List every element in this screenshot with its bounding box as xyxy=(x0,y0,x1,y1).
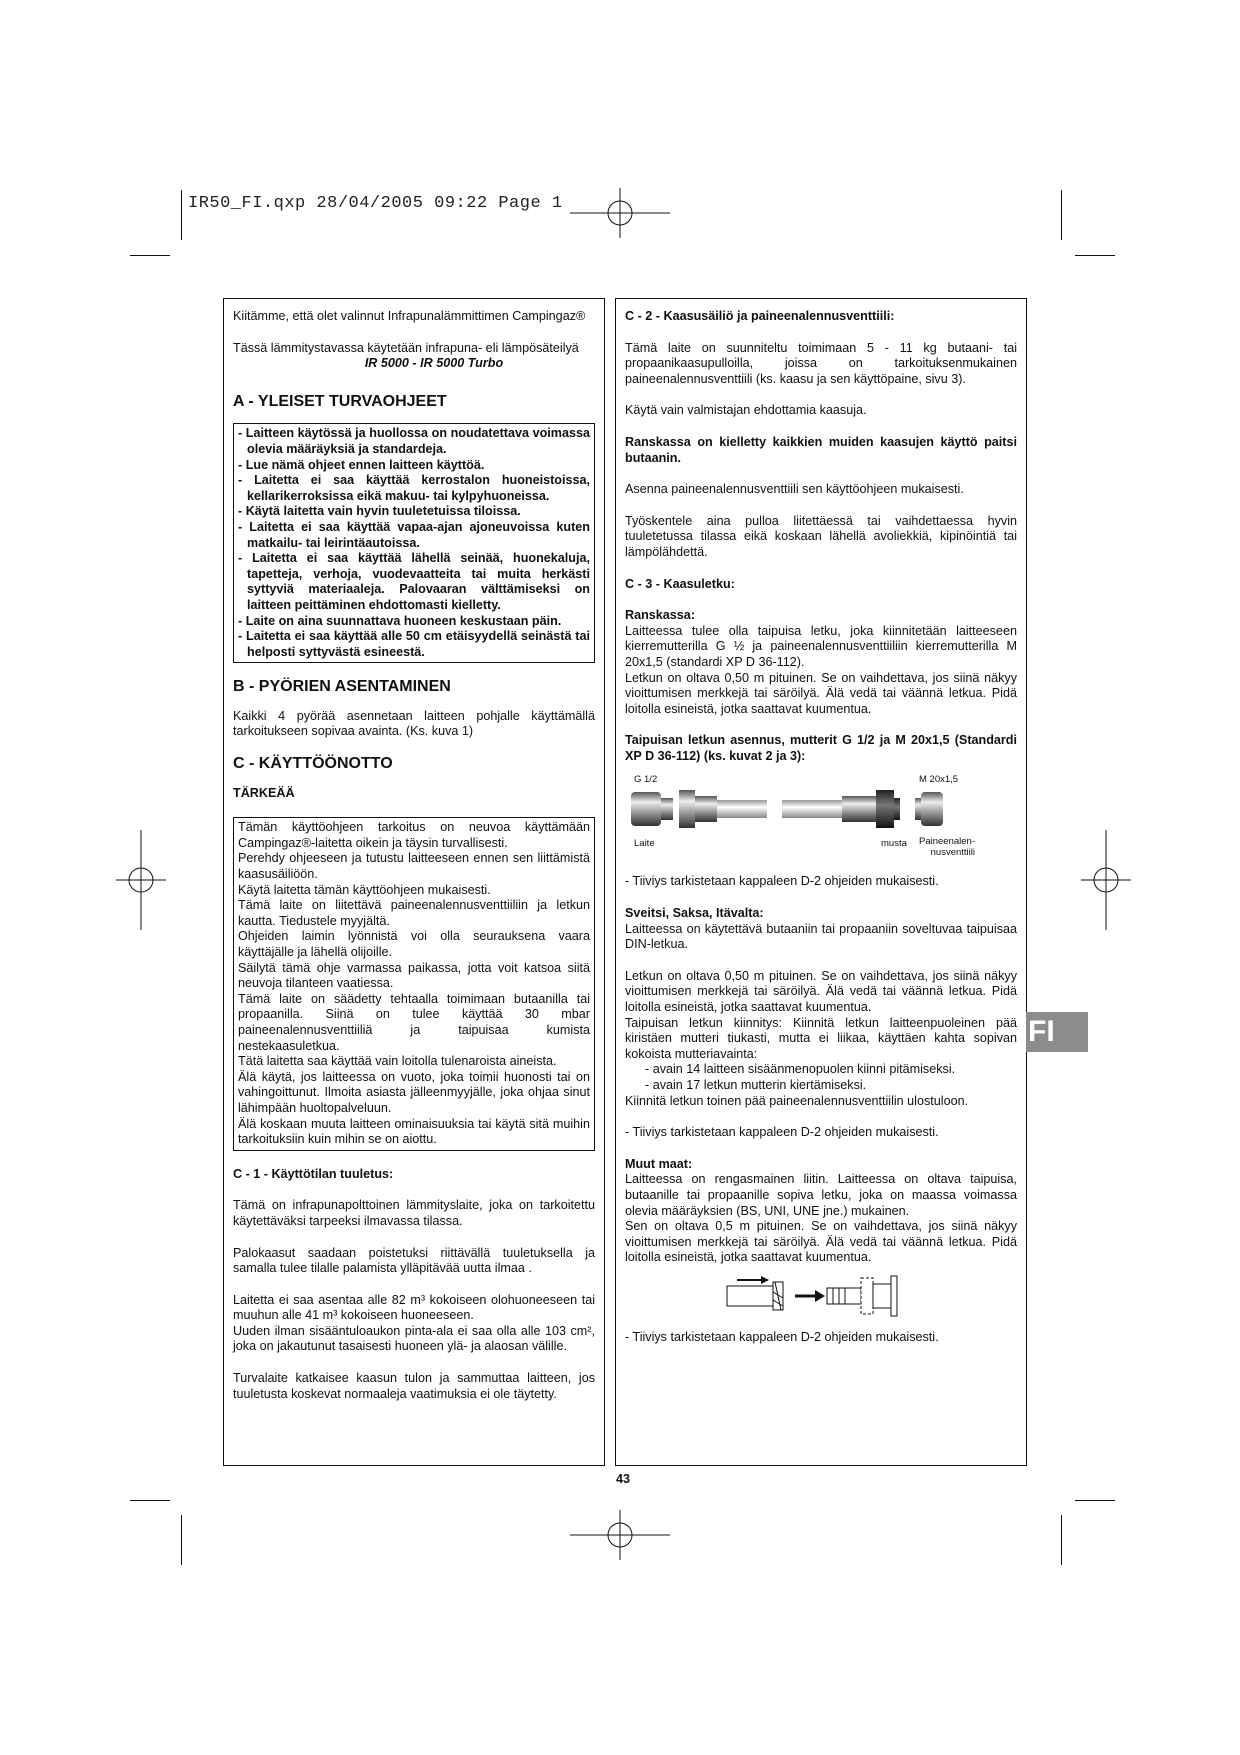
figure-label-laite: Laite xyxy=(634,838,655,850)
check-note: - Tiiviys tarkistetaan kappaleen D-2 ohjeiden mukaisesti. xyxy=(625,1329,939,1344)
box-line: Tämän käyttöohjeen tarkoitus on neuvoa käyttämään Campingaz®-laitetta oikein ja täysin turvallisesti. xyxy=(238,820,590,850)
box-line: Säilytä tämä ohje varmassa paikassa, jotta voit katsoa siitä neuvoja tilanteen vaatiessa. xyxy=(238,960,590,991)
list-item: - Laitetta ei saa käyttää kerrostalon huoneistoissa, kellarikerroksissa eikä makuu- tai kylpyhuoneissa. xyxy=(238,473,590,503)
box-line: Tätä laitetta saa käyttää vain loitolla tulenaroista aineista. xyxy=(238,1054,557,1069)
print-slug: IR50_FI.qxp 28/04/2005 09:22 Page 1 xyxy=(188,194,563,213)
section-c2-text: Tämä laite on suunniteltu toimimaan 5 - 11 kg butaani- tai propaanikaasupulloilla, joissa on tarkoituksenmukainen paineenalennusventtiili (ks. kaasu ja sen käyttöpaine, sivu 3). xyxy=(625,340,1017,386)
box-line: Tämä laite on liitettävä paineenalennusventtiiliin ja letkun kautta. Tiedustele myyjältä. xyxy=(238,898,590,928)
crop-mark xyxy=(130,255,170,256)
box-line: Älä käytä, jos laitteessa on vuoto, joka toimii huonosti tai on vahingoittunut. Ilmoita asiasta jälleenmyyjälle, joka ohjaa sinut lähimpään huoltopalveluun. xyxy=(238,1069,590,1115)
registration-mark-left xyxy=(116,830,166,930)
swiss-text: Letkun on oltava 0,50 m pituinen. Se on vaihdettava, jos siinä näkyy vioittumisen merkkejä tai säröilyä. Älä vedä tai väännä letkua. Pidä loitolla esineistä, jotka saattavat kuumentua. xyxy=(625,968,1017,1015)
crop-mark xyxy=(181,1515,182,1565)
section-c2-warning: Ranskassa on kielletty kaikkien muiden kaasujen käyttö paitsi butaanin. xyxy=(625,434,1017,465)
section-c-title: C - KÄYTTÖÖNOTTO xyxy=(233,755,393,773)
important-label: TÄRKEÄÄ xyxy=(233,785,295,800)
list-item: - Laitetta ei saa käyttää alle 50 cm etäisyydellä seinästä tai helposti syttyvästä esineestä. xyxy=(238,629,590,659)
section-c2-text: Työskentele aina pulloa liitettäessä tai vaihdettaessa hyvin tuuletetussa tilassa eikä koskaan lähellä avoliekkiä, kipinöintiä tai lämpölähdettä. xyxy=(625,513,1017,559)
section-b-text: Kaikki 4 pyörää asennetaan laitteen pohjalle käyttämällä tarkoitukseen sopivaa avainta. (Ks. kuva 1) xyxy=(233,708,595,739)
section-c1-text: Uuden ilman sisääntuloaukon pinta-ala ei saa olla alle 103 cm², joka on jakautunut tasaisesti huoneen ylä- ja alaosan välille. xyxy=(233,1323,595,1354)
crop-mark xyxy=(181,190,182,240)
section-c2-title: C - 2 - Kaasusäiliö ja paineenalennusventtiili: xyxy=(625,309,895,323)
section-c3-title: C - 3 - Kaasuletku: xyxy=(625,576,735,591)
figure-label-musta: musta xyxy=(881,838,907,850)
model-names: IR 5000 - IR 5000 Turbo xyxy=(364,356,504,371)
list-item: - Laite on aina suunnattava huoneen keskustaan päin. xyxy=(238,613,562,628)
left-column xyxy=(223,298,605,1466)
france-text: Letkun on oltava 0,50 m pituinen. Se on vaihdettava, jos siinä näkyy vioittumisen merkkejä tai säröilyä. Älä vedä tai väännä letkua. Pidä loitolla esineistä, jotka saattavat kuumentua. xyxy=(625,670,1017,716)
section-b-title: B - PYÖRIEN ASENTAMINEN xyxy=(233,678,451,696)
figure-label-regulator xyxy=(919,836,975,858)
registration-mark-right xyxy=(1081,830,1131,930)
section-a-title: A - YLEISET TURVAOHJEET xyxy=(233,392,447,410)
safety-box xyxy=(233,423,595,663)
swiss-text: Kiinnitä letkun toinen pää paineenalennusventtiilin ulostuloon. xyxy=(625,1093,969,1108)
crop-mark xyxy=(1061,190,1062,240)
other-countries-text: Sen on oltava 0,5 m pituinen. Se on vaihdettava, jos siinä näkyy vioittumisen merkkejä tai säröilyä. Älä vedä tai väännä letkua. Pidä loitolla esineistä, jotka saattavat kuumentua. xyxy=(625,1219,1017,1265)
section-c1-text: Laitetta ei saa asentaa alle 82 m³ kokoiseen olohuoneeseen tai muuhun alle 41 m³ kokoiseen huoneeseen. xyxy=(233,1292,595,1323)
france-title: Ranskassa: xyxy=(625,608,696,623)
france-text: Laitteessa tulee olla taipuisa letku, joka kiinnitetään laitteeseen kierremutterilla G ½ ja paineenalennusventtiiliin kierremutterilla M 20x1,5 (standardi XP D 36-112). xyxy=(625,623,1017,669)
box-line: Käytä laitetta tämän käyttöohjeen mukaisesti. xyxy=(238,882,491,897)
crop-mark xyxy=(1061,1515,1062,1565)
swiss-text: Laitteessa on käytettävä butaaniin tai propaaniin soveltuvaa taipuisaa DIN-letkua. xyxy=(625,921,1017,952)
intro-text-2: Tässä lämmitystavassa käytetään infrapuna- eli lämpösäteilyä xyxy=(233,340,579,355)
section-c2-text: Asenna paineenalennusventtiili sen käyttöohjeen mukaisesti. xyxy=(625,482,964,497)
list-item: - Laitteen käytössä ja huollossa on noudatettava voimassa olevia määräyksiä ja standardeja. xyxy=(238,426,590,456)
check-note: - Tiiviys tarkistetaan kappaleen D-2 ohjeiden mukaisesti. xyxy=(625,874,939,889)
box-line: Ohjeiden laimin lyönnistä voi olla seurauksena vaara käyttäjälle ja lähellä olijoille. xyxy=(238,929,590,959)
list-item: - avain 14 laitteen sisäänmenopuolen kiinni pitämiseksi. xyxy=(645,1062,956,1077)
list-item: - Käytä laitetta vain hyvin tuuletetuissa tiloissa. xyxy=(238,504,521,519)
crop-mark xyxy=(1075,1500,1115,1501)
section-c2-text: Käytä vain valmistajan ehdottamia kaasuja. xyxy=(625,403,867,418)
section-c1-text: Tämä on infrapunapolttoinen lämmityslaite, joka on tarkoitettu käytettäväksi tarpeeksi ilmavassa tilassa. xyxy=(233,1198,595,1228)
important-box xyxy=(233,817,595,1150)
other-countries-title: Muut maat: xyxy=(625,1156,693,1171)
section-c1-text: Turvalaite katkaisee kaasun tulon ja sammuttaa laitteen, jos tuuletusta koskevat normaaleja vaatimuksia ei ole täytetty. xyxy=(233,1371,595,1401)
section-c1-title: C - 1 - Käyttötilan tuuletus: xyxy=(233,1166,394,1181)
box-line: Älä koskaan muuta laitteen ominaisuuksia tai käytä sitä muihin tarkoituksiin kuin mihin se on aiottu. xyxy=(238,1116,590,1147)
hose-illustration xyxy=(627,784,1017,834)
crop-mark xyxy=(1075,255,1115,256)
figure-label-m20: M 20x1,5 xyxy=(919,774,959,786)
hose-figure xyxy=(625,770,1017,866)
figure-label-regulator-line: nusventtiili xyxy=(930,847,975,859)
check-note: - Tiiviys tarkistetaan kappaleen D-2 ohjeiden mukaisesti. xyxy=(625,1125,939,1140)
box-line: Perehdy ohjeeseen ja tutustu laitteeseen ennen sen liittämistä kaasusäiliöön. xyxy=(238,851,590,882)
wrench-list xyxy=(625,1062,1017,1093)
list-item: - Laitetta ei saa käyttää vapaa-ajan ajoneuvoissa kuten matkailu- tai leirintäautoissa. xyxy=(238,519,590,550)
intro-text: Kiitämme, että olet valinnut Infrapunalämmittimen Campingaz® xyxy=(233,309,586,323)
list-item: - avain 17 letkun mutterin kiertämiseksi. xyxy=(645,1078,867,1092)
registration-mark-top xyxy=(570,188,670,238)
swiss-title: Sveitsi, Saksa, Itävalta: xyxy=(625,906,764,921)
registration-mark-bottom xyxy=(570,1510,670,1560)
page-number: 43 xyxy=(616,1472,631,1486)
list-item: - Lue nämä ohjeet ennen laitteen käyttöä. xyxy=(238,457,485,472)
connector-illustration xyxy=(723,1272,913,1318)
figure-label-g12: G 1/2 xyxy=(634,774,658,786)
swiss-text: Taipuisan letkun kiinnitys: Kiinnitä letkun laitteenpuoleinen pää kiristäen mutteri tiukasti, mutta ei liikaa, käyttäen kahta sopivan kokoista mutteriavainta: xyxy=(625,1015,1017,1061)
crop-mark xyxy=(130,1500,170,1501)
mount-title: Taipuisan letkun asennus, mutterit G 1/2 ja M 20x1,5 (Standardi XP D 36-112) (ks. kuvat 2 ja 3): xyxy=(625,733,1017,763)
safety-list xyxy=(238,426,590,660)
list-item: - Laitetta ei saa käyttää lähellä seinää, huonekaluja, tapetteja, verhoja, vuodevaatteita tai muita herkästi syttyviä materiaaleja. Palovaaran välttämiseksi on laitteen peittäminen ehdottomasti kielletty. xyxy=(238,551,590,612)
language-tab: FI xyxy=(1026,1012,1088,1052)
section-c1-text: Palokaasut saadaan poistetuksi riittävällä tuuletuksella ja samalla tulee tilalle palamista ylläpitävää uutta ilmaa . xyxy=(233,1245,595,1276)
other-countries-text: Laitteessa on rengasmainen liitin. Laitteessa on oltava taipuisa, butaanille tai propaanille sopiva letku, joka on maassa voimassa olevia määräyksien (BS, UNI, UNE jne.) mukainen. xyxy=(625,1172,1017,1218)
box-line: Tämä laite on säädetty tehtaalla toimimaan butaanilla tai propaanilla. Siinä on tulee käyttää 30 mbar paineenalennusventtiiliä ja taipuisaa kumista nestekaasuletkua. xyxy=(238,991,590,1053)
right-column xyxy=(615,298,1027,1466)
figure-label-regulator-line: Paineenalen- xyxy=(919,836,975,848)
